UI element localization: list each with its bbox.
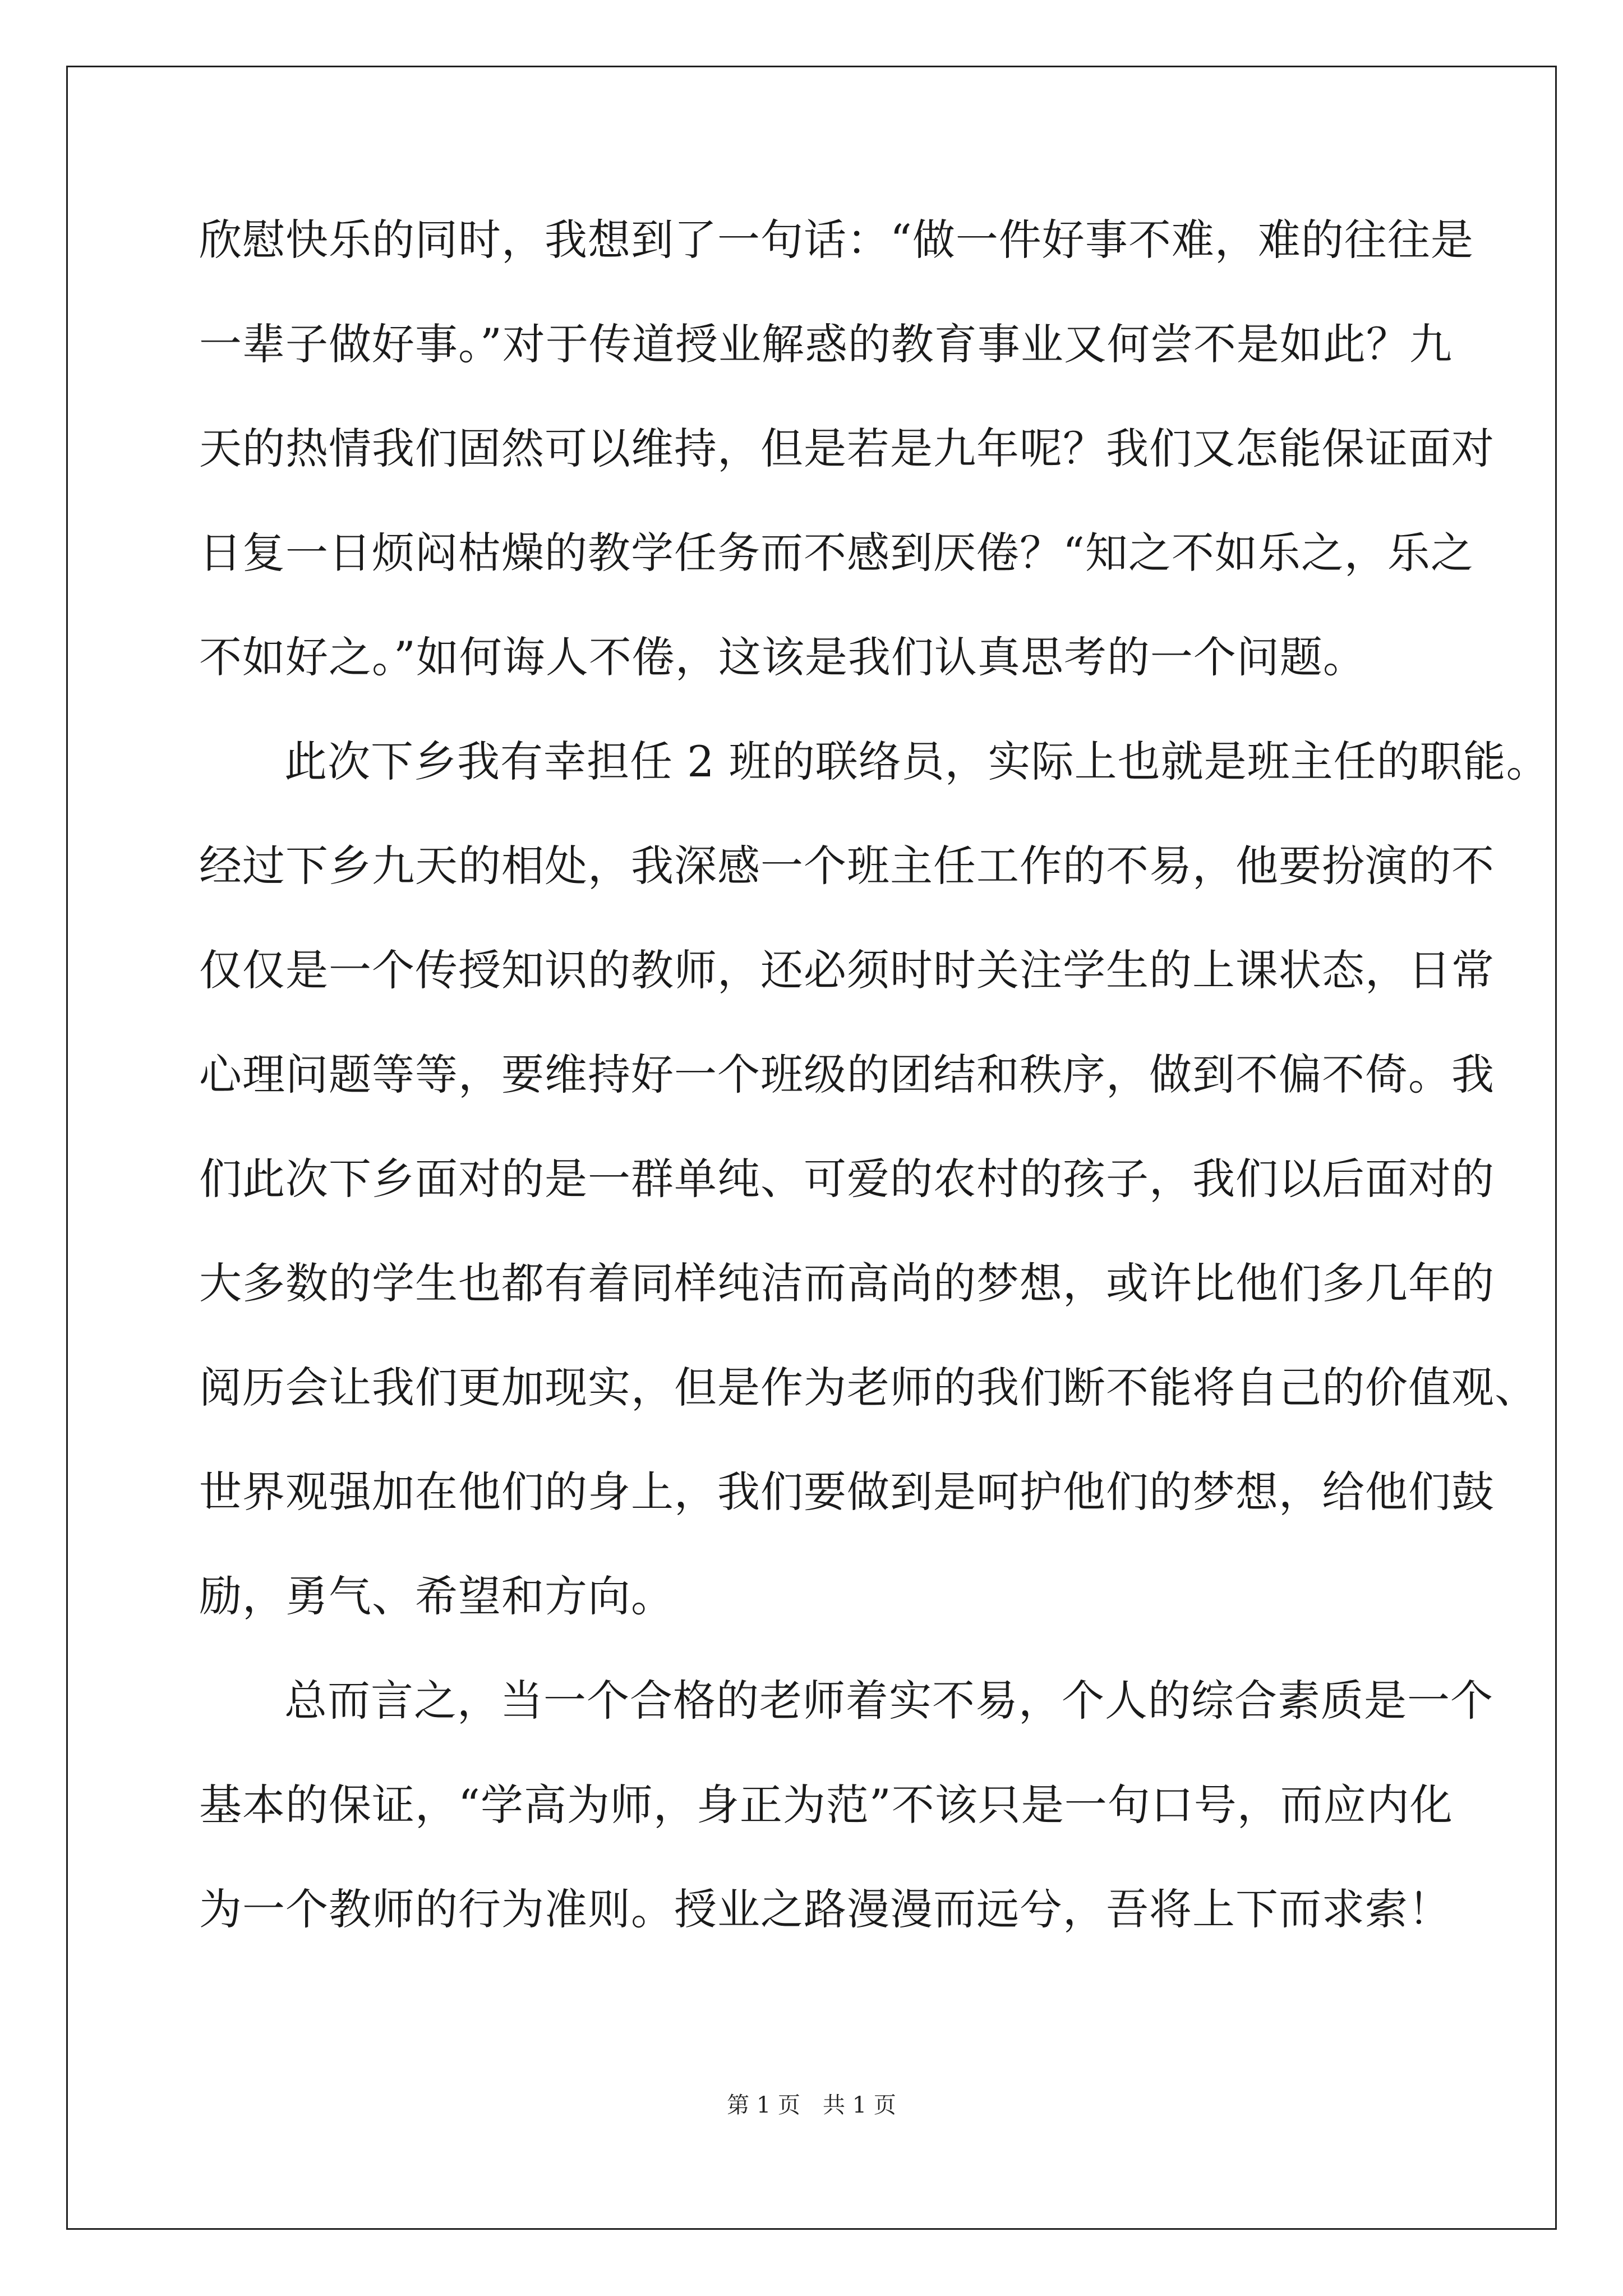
text-line: 一辈子做好事。”对于传道授业解惑的教育事业又何尝不是如此？九 — [199, 319, 1453, 369]
paragraph-first-line: 此次下乡我有幸担任 2 班的联络员，实际上也就是班主任的职能。 — [284, 737, 1550, 786]
text-line: 励，勇气、希望和方向。 — [199, 1571, 674, 1621]
page-total: 共 1 页 — [823, 2092, 896, 2118]
text-line: 经过下乡九天的相处，我深感一个班主任工作的不易，他要扮演的不 — [199, 841, 1495, 891]
text-line: 欣慰快乐的同时，我想到了一句话：“做一件好事不难，难的往往是 — [199, 215, 1474, 265]
paragraph-first-line: 总而言之，当一个合格的老师着实不易，个人的综合素质是一个 — [284, 1676, 1493, 1726]
text-line: 不如好之。”如何诲人不倦，这该是我们认真思考的一个问题。 — [199, 632, 1366, 682]
text-line: 仅仅是一个传授知识的教师，还必须时时关注学生的上课状态，日常 — [199, 945, 1495, 995]
text-line: 大多数的学生也都有着同样纯洁而高尚的梦想，或许比他们多几年的 — [199, 1258, 1495, 1308]
text-line: 心理问题等等，要维持好一个班级的团结和秩序，做到不偏不倚。我 — [199, 1050, 1495, 1099]
page-footer — [0, 2090, 1623, 2120]
page-number: 第 1 页 — [727, 2092, 800, 2118]
text-line: 基本的保证，“学高为师，身正为范”不该只是一句口号，而应内化 — [199, 1780, 1453, 1830]
text-line: 日复一日烦闷枯燥的教学任务而不感到厌倦？“知之不如乐之，乐之 — [199, 528, 1474, 578]
text-line: 为一个教师的行为准则。授业之路漫漫而远兮，吾将上下而求索！ — [199, 1884, 1451, 1934]
text-line: 世界观强加在他们的身上，我们要做到是呵护他们的梦想，给他们鼓 — [199, 1467, 1495, 1517]
text-line: 阅历会让我们更加现实，但是作为老师的我们断不能将自己的价值观、 — [199, 1363, 1538, 1412]
text-line: 天的热情我们固然可以维持，但是若是九年呢？我们又怎能保证面对 — [199, 424, 1495, 473]
text-line: 们此次下乡面对的是一群单纯、可爱的农村的孩子，我们以后面对的 — [199, 1154, 1495, 1204]
